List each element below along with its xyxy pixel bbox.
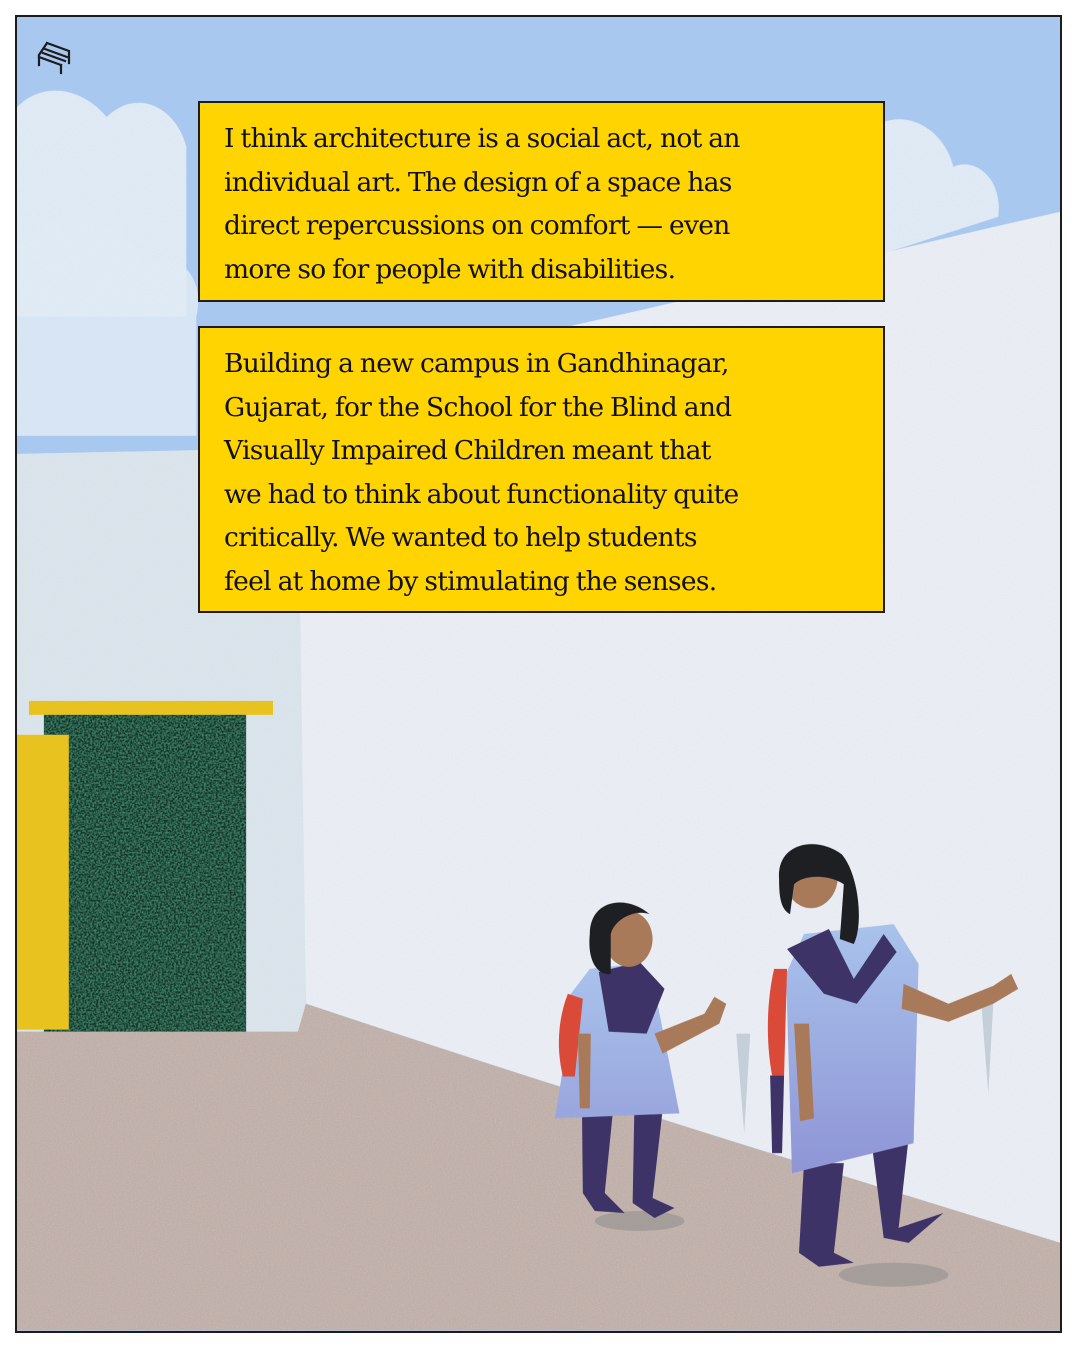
caption-line: Building a new campus in Gandhinagar, xyxy=(224,348,729,379)
yellow-door-lintel xyxy=(29,701,273,715)
bench-icon xyxy=(35,39,77,79)
caption-line: feel at home by stimulating the senses. xyxy=(224,565,717,597)
caption-line: Gujarat, for the School for the Blind and xyxy=(224,391,732,423)
caption-box-campus xyxy=(198,326,885,613)
yellow-door-panel xyxy=(17,735,69,1030)
caption-line: direct repercussions on comfort — even xyxy=(224,210,730,241)
illustration-panel xyxy=(15,15,1062,1333)
green-door xyxy=(44,715,246,1034)
caption-line: Visually Impaired Children meant that xyxy=(224,435,711,466)
caption-line: I think architecture is a social act, not an xyxy=(224,123,740,154)
caption-line: individual art. The design of a space has xyxy=(224,166,732,198)
caption-line: we had to think about functionality quite xyxy=(224,478,739,510)
caption-line: more so for people with disabilities. xyxy=(224,253,676,285)
caption-box-quote xyxy=(198,101,885,302)
caption-line: critically. We wanted to help students xyxy=(224,522,697,553)
